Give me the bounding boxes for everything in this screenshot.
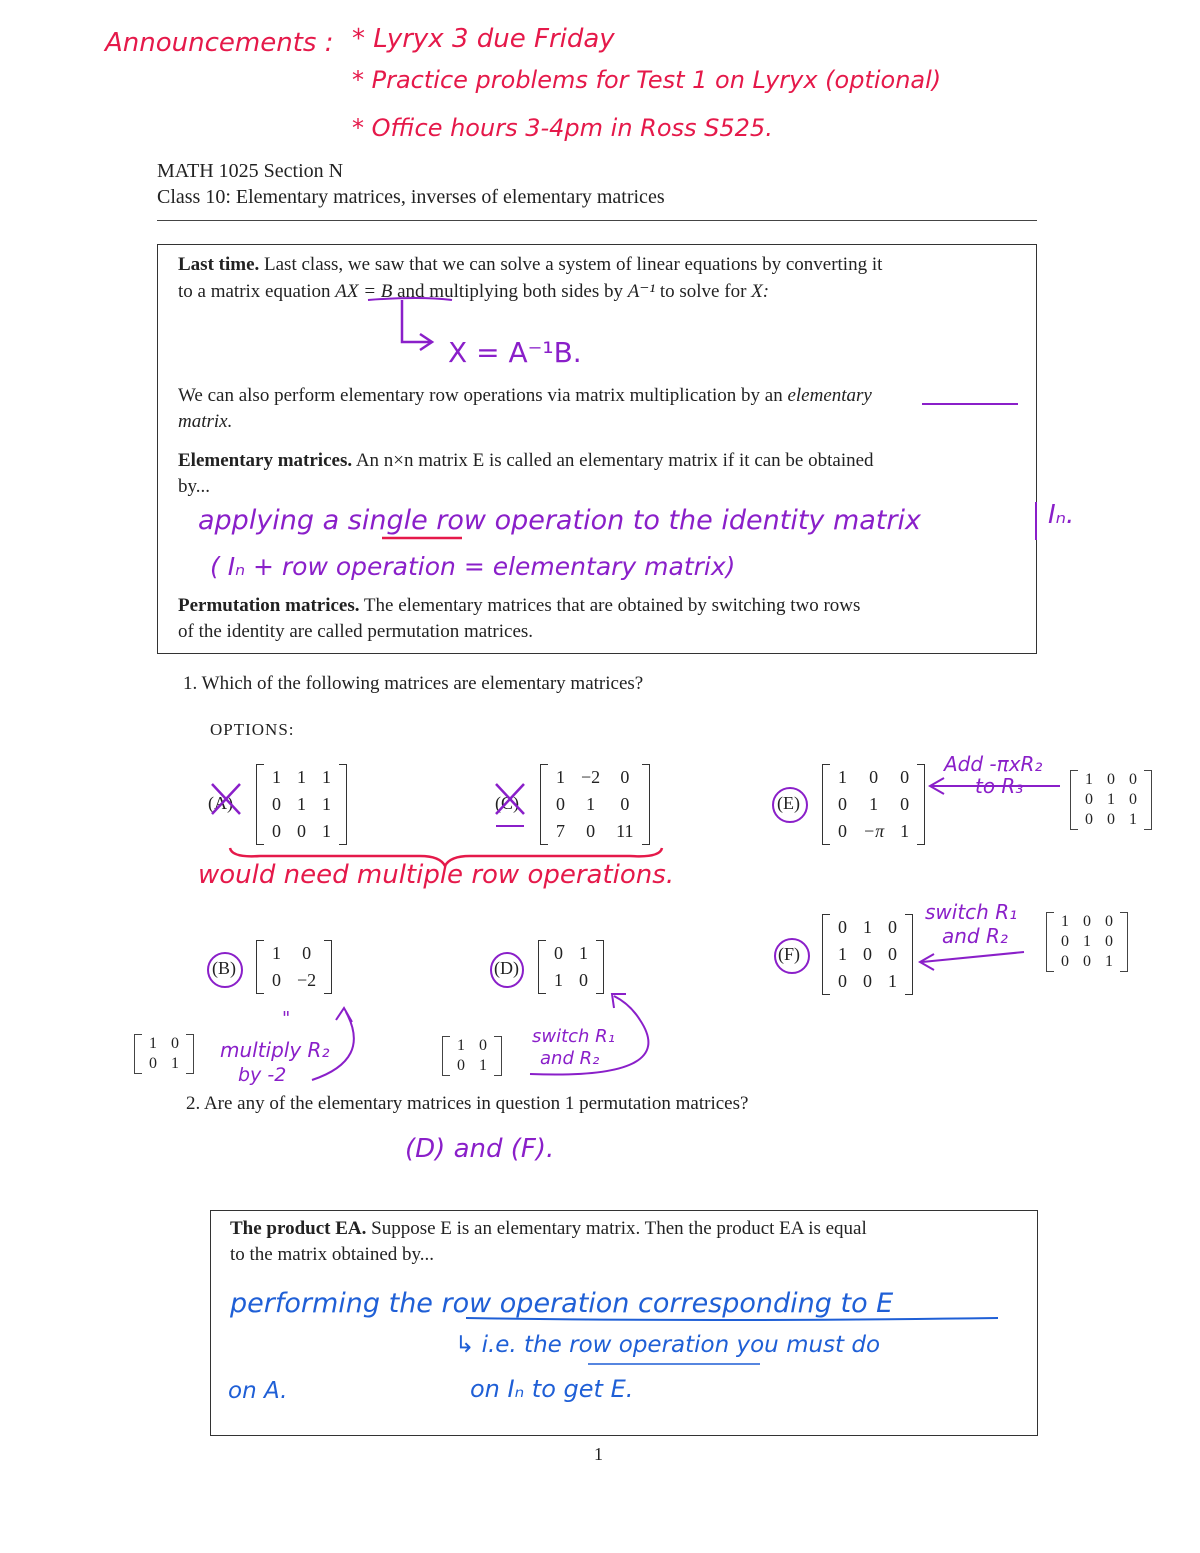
hw-e-note-2: to R₃: [975, 774, 1024, 798]
elementary-intro-line-2: matrix.: [178, 411, 233, 432]
last-time-line-2: to a matrix equation AX = B and multiplying both sides by A⁻¹ to solve for X:: [178, 281, 770, 302]
course-title: MATH 1025 Section N: [157, 160, 344, 182]
header-rule: [157, 220, 1037, 221]
hw-question-2-answer: (D) and (F).: [405, 1134, 555, 1164]
question-1: 1. Which of the following matrices are elementary matrices?: [183, 673, 644, 694]
hw-d-identity: 1 0 0 1: [442, 1036, 502, 1076]
hw-product-1: performing the row operation corresponding to E: [230, 1288, 894, 1319]
matrix-b: 1 0 0 −2: [256, 940, 332, 994]
option-d-label: (D): [494, 958, 519, 978]
permutation-line-1: Permutation matrices. The elementary matrices that are obtained by switching two rows: [178, 595, 861, 616]
hw-e-note-1: Add -πxR₂: [944, 752, 1043, 776]
hw-b-note-2: by -2: [238, 1064, 287, 1086]
arrow-f: [922, 952, 1024, 962]
page-number: 1: [594, 1444, 603, 1464]
matrix-a: 1 1 1 0 1 1 0 0 1: [256, 764, 347, 845]
option-f-label: (F): [778, 944, 800, 964]
handwritten-solution: X = A⁻¹B.: [448, 336, 582, 369]
hw-e-identity: 1 0 0 0 1 0 0 0 1: [1070, 770, 1152, 830]
hw-product-3b: on Iₙ to get E.: [470, 1375, 634, 1403]
handwritten-definition-2: ( Iₙ + row operation = elementary matrix): [210, 552, 736, 581]
elementary-intro-line-1: We can also perform elementary row operations via matrix multiplication by an elementary: [178, 385, 872, 406]
announcements-label: Announcements :: [105, 28, 334, 58]
class-title: Class 10: Elementary matrices, inverses of elementary matrices: [157, 186, 665, 208]
announcement-item-3: * Office hours 3-4pm in Ross S525.: [352, 114, 773, 142]
option-a-label: (A): [208, 793, 233, 813]
matrix-c: 1 −2 0 0 1 0 7 0 11: [540, 764, 650, 845]
product-line-1: The product EA. Suppose E is an elementary matrix. Then the product EA is equal: [230, 1218, 867, 1239]
announcement-item-1: * Lyryx 3 due Friday: [352, 24, 615, 54]
hw-d-note-2: and R₂: [540, 1048, 600, 1069]
last-time-line-1: Last time. Last class, we saw that we can solve a system of linear equations by converting it: [178, 254, 883, 275]
permutation-line-2: of the identity are called permutation matrices.: [178, 621, 534, 642]
definition-box: [157, 244, 1037, 654]
hw-f-identity: 1 0 0 0 1 0 0 0 1: [1046, 912, 1128, 972]
hw-product-3a: on A.: [228, 1378, 288, 1404]
hw-d-note-1: switch R₁: [532, 1026, 615, 1047]
hw-b-identity: 1 0 0 1: [134, 1034, 194, 1074]
option-c-label: (C): [495, 793, 519, 813]
option-e-label: (E): [777, 793, 800, 813]
matrix-f: 0 1 0 1 0 0 0 0 1: [822, 914, 913, 995]
elementary-def-line-1: Elementary matrices. An n×n matrix E is called an elementary matrix if it can be obtained: [178, 450, 874, 471]
option-b-label: (B): [212, 958, 236, 978]
question-2: 2. Are any of the elementary matrices in question 1 permutation matrices?: [186, 1093, 749, 1114]
matrix-e: 1 0 0 0 1 0 0 −π 1: [822, 764, 925, 845]
options-label: OPTIONS:: [210, 720, 295, 739]
hw-b-note-1: multiply R₂: [220, 1038, 330, 1062]
hw-b-equals-mark: ": [282, 1008, 291, 1029]
handwritten-In: Iₙ.: [1048, 500, 1075, 530]
product-line-2: to the matrix obtained by...: [230, 1244, 435, 1265]
elementary-def-line-2: by...: [178, 476, 211, 497]
handwritten-definition-1: applying a single row operation to the identity matrix: [198, 505, 921, 536]
hw-f-note-2: and R₂: [942, 924, 1008, 948]
hw-multiple-operations: would need multiple row operations.: [198, 860, 675, 890]
hw-f-note-1: switch R₁: [925, 900, 1018, 924]
matrix-d: 0 1 1 0: [538, 940, 604, 994]
announcement-item-2: * Practice problems for Test 1 on Lyryx (optional): [352, 66, 942, 94]
hw-product-2: ↳ i.e. the row operation you must do: [455, 1332, 881, 1358]
